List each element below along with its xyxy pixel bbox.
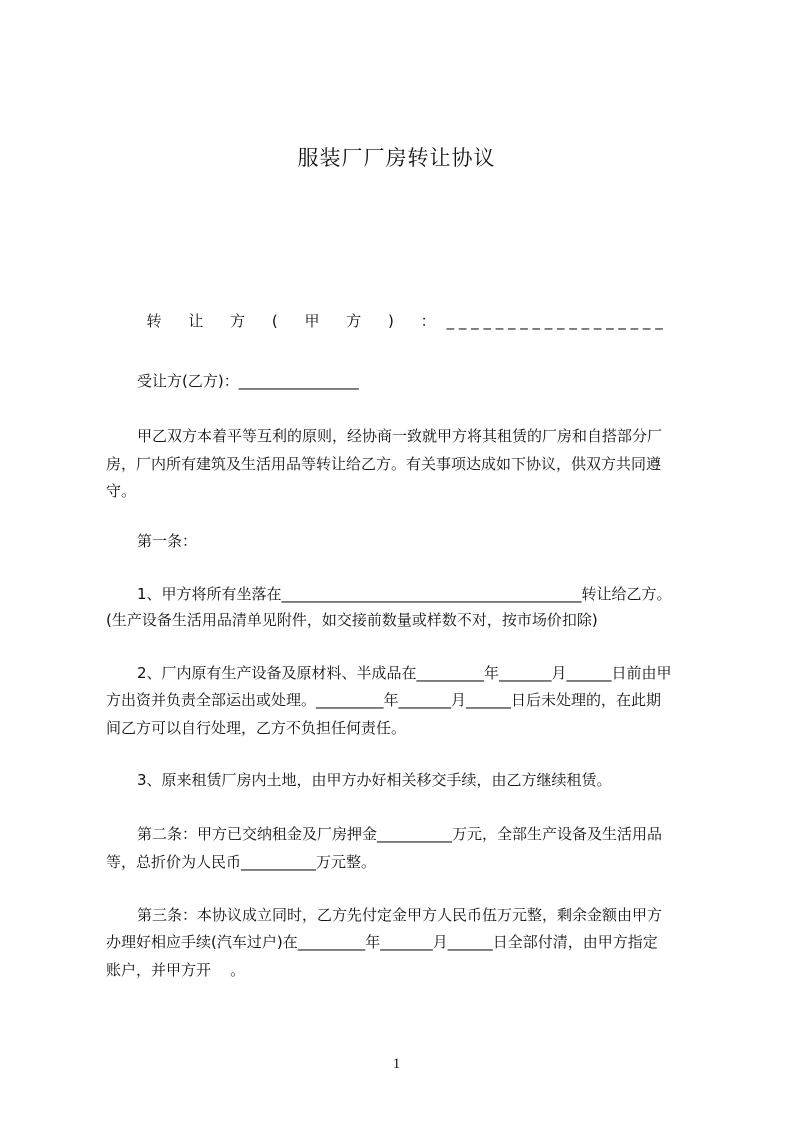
article3-line-2: 办理好相应手续(汽车过户)在_________年_______月______日全部付清，由甲方指定 bbox=[106, 933, 658, 951]
document-title: 服装厂厂房转让协议 bbox=[297, 146, 496, 170]
article1-item2-line-2: 方出资并负责全部运出或处理。_________年_______月______日后未处理的，在此期 bbox=[106, 691, 662, 709]
article1-item3: 3、原来租赁厂房内土地，由甲方办好相关移交手续，由乙方继续租赁。 bbox=[137, 771, 612, 789]
article2-line-2: 等，总折价为人民币__________万元整。 bbox=[106, 853, 377, 871]
article1-heading: 第一条： bbox=[137, 532, 198, 550]
transferor-blank: _ _ _ _ _ _ _ _ _ _ _ _ _ _ _ _ _ _ bbox=[446, 312, 663, 330]
article3-line-3: 账户，并甲方开 。 bbox=[106, 961, 246, 979]
transferee-line: 受让方(乙方)：________________ bbox=[137, 372, 359, 390]
transferor-line bbox=[137, 291, 663, 331]
article1-item1-line-1: 1、甲方将所有坐落在________________________________________转让给乙方。 bbox=[137, 585, 672, 603]
intro-line-3: 守。 bbox=[106, 482, 137, 500]
intro-line-2: 房，厂内所有建筑及生活用品等转让给乙方。有关事项达成如下协议，供双方共同遵 bbox=[106, 455, 662, 473]
page-number: 1 bbox=[392, 1056, 401, 1072]
article2-line-1: 第二条：甲方已交纳租金及厂房押金__________万元，全部生产设备及生活用品 bbox=[137, 825, 663, 843]
article3-line-1: 第三条：本协议成立同时，乙方先付定金甲方人民币伍万元整，剩余金额由甲方 bbox=[137, 906, 663, 924]
article1-item2-line-1: 2、厂内原有生产设备及原材料、半成品在_________年_______月______日前由甲 bbox=[137, 664, 672, 682]
intro-line-1: 甲乙双方本着平等互利的原则，经协商一致就甲方将其租赁的厂房和自搭部分厂 bbox=[137, 427, 663, 445]
transferor-label: 转 让 方 ( 甲 方 ) ： bbox=[146, 312, 447, 330]
article1-item1-line-2: (生产设备生活用品清单见附件，如交接前数量或样数不对，按市场价扣除) bbox=[106, 611, 598, 629]
article1-item2-line-3: 间乙方可以自行处理，乙方不负担任何责任。 bbox=[106, 719, 407, 737]
